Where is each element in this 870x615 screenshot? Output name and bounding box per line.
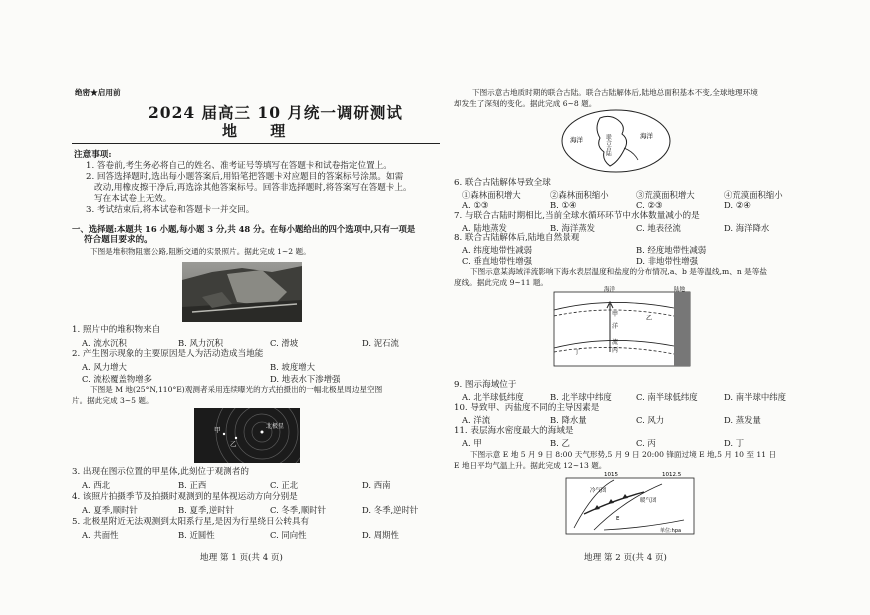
q10-option-a[interactable]: A. 洋流 — [462, 415, 491, 425]
q7-option-c[interactable]: C. 地表径流 — [636, 223, 681, 233]
question-6: 6. 联合古陆解体导致全球 — [454, 178, 551, 188]
map-land-label: 联合古陆 — [605, 134, 611, 156]
intro-6-8: 下图示意古地质时期的联合古陆。联合古陆解体后,陆地总面积基本不变,全球地理环境 — [472, 88, 758, 97]
star-label-polaris: 北极星 — [266, 423, 285, 430]
cold-air-mass: 冷气团 — [590, 488, 607, 494]
q9-option-a[interactable]: A. 北半球低纬度 — [462, 392, 524, 402]
q2-option-b[interactable]: B. 坡度增大 — [270, 362, 315, 372]
q6-item-2: ②森林面积缩小 — [550, 190, 609, 200]
intro-6-8-cont: 却发生了深刻的变化。据此完成 6~8 题。 — [454, 99, 597, 108]
intro-1-2: 下图是堆积物阻塞公路,阻断交通的实景照片。据此完成 1~2 题。 — [90, 247, 311, 256]
q6-item-4: ④荒漠面积缩小 — [724, 190, 783, 200]
isobar-1015: 1015 — [604, 472, 618, 478]
question-4: 4. 该照片拍摄季节及拍摄时观测到的星体视运动方向分别是 — [72, 492, 298, 502]
left-page — [60, 0, 440, 615]
subject-title: 地 理 — [222, 122, 300, 140]
q10-option-b[interactable]: B. 降水量 — [550, 415, 587, 425]
intro-9-11-cont: 度线。据此完成 9~11 题。 — [454, 278, 549, 287]
q8-option-d[interactable]: D. 非地带性增强 — [636, 256, 698, 266]
map-ocean-left: 海洋 — [570, 136, 583, 144]
q10-option-d[interactable]: D. 蒸发量 — [724, 415, 761, 425]
notice-line: 2. 回答选择题时,选出每小题答案后,用铅笔把答题卡对应题目的答案标号涂黑。如需 — [86, 172, 404, 182]
pressure-unit: 单位:hpa — [660, 528, 682, 534]
q4-option-b[interactable]: B. 夏季,逆时针 — [178, 505, 235, 515]
section-heading-cont: 符合题目要求的。 — [84, 235, 153, 245]
title-rule — [72, 143, 440, 144]
diagram-jia: 甲 — [612, 311, 619, 318]
q9-option-d[interactable]: D. 南半球中纬度 — [724, 392, 786, 402]
q1-option-a[interactable]: A. 流水沉积 — [82, 338, 127, 348]
section-heading: 一、选择题:本题共 16 小题,每小题 3 分,共 48 分。在每小题给出的四个选项中,只有一项是 — [72, 224, 416, 234]
q4-option-a[interactable]: A. 夏季,顺时针 — [82, 505, 138, 515]
intro-3-5-cont: 片。据此完成 3~5 题。 — [72, 396, 154, 405]
q11-option-c[interactable]: C. 丙 — [636, 438, 656, 448]
diagram-bing: 丙 — [612, 347, 619, 354]
q9-option-c[interactable]: C. 南半球低纬度 — [636, 392, 698, 402]
page-footer-2: 地理 第 2 页(共 4 页) — [584, 553, 667, 563]
q1-option-d[interactable]: D. 泥石流 — [362, 338, 399, 348]
q11-option-a[interactable]: A. 甲 — [462, 438, 482, 448]
q1-option-c[interactable]: C. 滑坡 — [270, 338, 299, 348]
q3-option-b[interactable]: B. 正西 — [178, 480, 207, 490]
point-e: E — [616, 516, 620, 522]
secret-mark: 绝密★启用前 — [75, 88, 121, 97]
q7-option-d[interactable]: D. 海洋降水 — [724, 223, 770, 233]
diagram-land: 陆地 — [674, 287, 686, 293]
landslide-photo — [182, 262, 302, 322]
q2-option-c[interactable]: C. 流松覆盖物增多 — [82, 374, 153, 384]
notice-line: 3. 考试结束后,将本试卷和答题卡一并交回。 — [86, 205, 255, 215]
q2-option-d[interactable]: D. 地表水下渗增强 — [270, 374, 341, 384]
pangaea-map — [560, 108, 672, 174]
q6-option-a[interactable]: A. ①③ — [462, 200, 489, 210]
q6-option-b[interactable]: B. ①④ — [550, 200, 577, 210]
star-trail-photo — [194, 408, 300, 463]
q10-option-c[interactable]: C. 风力 — [636, 415, 665, 425]
diagram-yang: 洋 — [612, 323, 619, 330]
intro-3-5: 下图是 M 地(25°N,110°E)观测者采用连续曝光的方式拍摄出的一幅北极星周边星空图 — [90, 385, 383, 394]
question-11: 11. 表层海水密度最大的海域是 — [454, 426, 574, 436]
notice-line: 写在本试卷上无效。 — [94, 194, 172, 204]
q3-option-a[interactable]: A. 西北 — [82, 480, 111, 490]
notice-heading: 注意事项: — [74, 150, 112, 160]
question-8: 8. 联合古陆解体后,陆地自然景观 — [454, 233, 580, 243]
diagram-yi: 乙 — [646, 315, 653, 322]
weather-front-diagram — [564, 470, 696, 544]
star-label-jia: 甲 — [214, 426, 221, 434]
diagram-liu: 流 — [612, 339, 619, 346]
q11-option-b[interactable]: B. 乙 — [550, 438, 570, 448]
question-5: 5. 北极星附近无法观测到太阳系行星,是因为行星绕日公转具有 — [72, 517, 310, 527]
q5-option-a[interactable]: A. 共面性 — [82, 530, 119, 540]
q8-option-c[interactable]: C. 垂直地带性增强 — [462, 256, 533, 266]
q9-option-b[interactable]: B. 北半球中纬度 — [550, 392, 612, 402]
notice-line: 1. 答卷前,考生务必将自己的姓名、准考证号等填写在答题卡和试卷指定位置上。 — [86, 161, 392, 171]
question-2: 2. 产生图示现象的主要原因是人为活动造成当地能 — [72, 349, 264, 359]
q6-option-c[interactable]: C. ②③ — [636, 200, 663, 210]
diagram-ding: 丁 — [574, 349, 581, 356]
diagram-ocean: 海洋 — [604, 287, 616, 293]
isobar-1012-5: 1012.5 — [662, 472, 682, 478]
ocean-current-diagram — [550, 286, 696, 370]
q5-option-c[interactable]: C. 同向性 — [270, 530, 307, 540]
q6-item-3: ③荒漠面积增大 — [636, 190, 695, 200]
question-9: 9. 图示海域位于 — [454, 380, 517, 390]
q4-option-d[interactable]: D. 冬季,逆时针 — [362, 505, 419, 515]
question-1: 1. 照片中的堆积物来自 — [72, 325, 161, 335]
q8-option-b[interactable]: B. 经度地带性减弱 — [636, 245, 707, 255]
notice-line: 改动,用橡皮擦干净后,再选涂其他答案标号。回答非选择题时,将答案写在答题卡上。 — [94, 183, 412, 193]
question-10: 10. 导致甲、丙盐度不同的主导因素是 — [454, 403, 600, 413]
intro-12-13: 下图示意 E 地 5 月 9 日 8:00 天气形势,5 月 9 日 20:00 锋面过境 E 地,5 月 10 至 11 日 — [470, 450, 777, 459]
q5-option-b[interactable]: B. 近圆性 — [178, 530, 215, 540]
question-7: 7. 与联合古陆时期相比,当前全球水循环环节中水体数量减小的是 — [454, 211, 700, 221]
q7-option-b[interactable]: B. 海洋蒸发 — [550, 223, 595, 233]
map-ocean-right: 海洋 — [640, 132, 653, 140]
intro-12-13-cont: E 地日平均气温上升。据此完成 12~13 题。 — [454, 461, 607, 470]
page-footer-1: 地理 第 1 页(共 4 页) — [200, 553, 283, 563]
q7-option-a[interactable]: A. 陆地蒸发 — [462, 223, 507, 233]
q2-option-a[interactable]: A. 风力增大 — [82, 362, 127, 372]
right-page — [452, 0, 812, 615]
q5-option-d[interactable]: D. 周期性 — [362, 530, 399, 540]
star-label-yi: 乙 — [230, 440, 237, 448]
q1-option-b[interactable]: B. 风力沉积 — [178, 338, 223, 348]
question-3: 3. 出现在图示位置的甲星体,此刻位于观测者的 — [72, 467, 249, 477]
q6-option-d[interactable]: D. ②④ — [724, 200, 751, 210]
q6-item-1: ①森林面积增大 — [462, 190, 521, 200]
q3-option-c[interactable]: C. 正北 — [270, 480, 299, 490]
q8-option-a[interactable]: A. 纬度地带性减弱 — [462, 245, 532, 255]
intro-9-11: 下图示意某海域洋流影响下海水表层温度和盐度的分布情况,a、b 是等温线,m、n 是等盐 — [470, 267, 767, 276]
warm-air-mass: 暖气团 — [640, 498, 657, 504]
exam-title: 2024 届高三 10 月统一调研测试 — [148, 103, 403, 122]
q11-option-d[interactable]: D. 丁 — [724, 438, 745, 448]
q4-option-c[interactable]: C. 冬季,顺时针 — [270, 505, 326, 515]
q3-option-d[interactable]: D. 西南 — [362, 480, 391, 490]
